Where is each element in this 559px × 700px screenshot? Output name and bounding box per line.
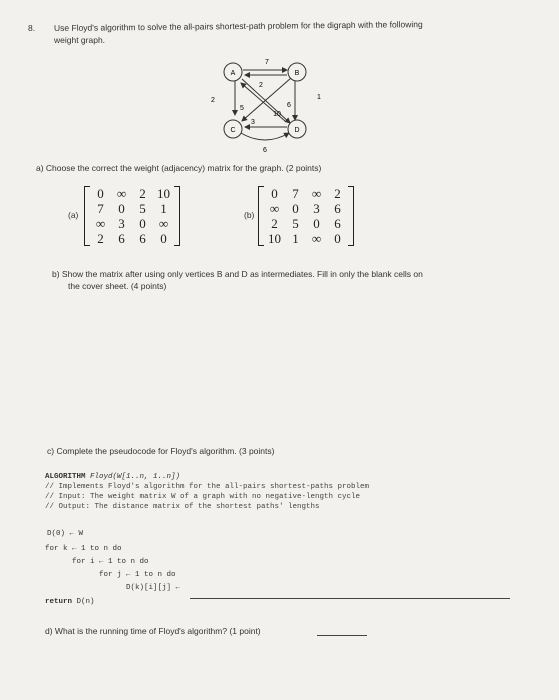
matrix-cell: 7 — [292, 186, 299, 201]
matrix-cell: 0 — [292, 201, 299, 216]
assign-line: D(k)[i][j] ← — [126, 584, 181, 592]
part-b-prompt-line2: the cover sheet. (4 points) — [68, 281, 167, 291]
part-b-prompt-line1: b) Show the matrix after using only vertices B and D as intermediates. Fill in only the blank cells on — [52, 269, 423, 279]
comment-implements: // Implements Floyd's algorithm for the all-pairs shortest-paths problem — [45, 483, 370, 491]
matrix-cell: 5 — [139, 201, 146, 216]
edge-b-c — [242, 78, 291, 121]
comment-input: // Input: The weight matrix W of a graph with no negative-length cycle — [45, 493, 361, 501]
matrix-cell: ∞ — [269, 201, 280, 216]
question-prompt-line2: weight graph. — [54, 35, 106, 45]
option-a-label: (a) — [68, 210, 79, 220]
matrix-cell: 2 — [271, 216, 278, 231]
question-prompt-line1: Use Floyd's algorithm to solve the all-pairs shortest-path problem for the digraph with the following — [53, 19, 423, 33]
node-label: B — [294, 70, 300, 77]
matrix-cell: 10 — [157, 186, 170, 201]
edge-weight: 7 — [265, 59, 269, 66]
edge-weight: 3 — [251, 119, 255, 126]
matrix-cell: 3 — [313, 201, 320, 216]
weighted-digraph — [195, 55, 335, 155]
matrix-cell: ∞ — [95, 216, 106, 231]
matrix-cell: 5 — [292, 216, 299, 231]
running-time-answer-blank[interactable] — [317, 635, 367, 636]
matrix-cell: ∞ — [311, 231, 322, 246]
matrix-cell: 3 — [118, 216, 125, 231]
edge-weight: 6 — [263, 147, 267, 154]
edge-c-d — [241, 133, 289, 140]
matrix-cell: 6 — [139, 231, 146, 246]
matrix-cell: 2 — [139, 186, 146, 201]
algorithm-header — [45, 473, 180, 481]
return-line — [45, 598, 95, 606]
edge-weight: 5 — [240, 105, 244, 112]
matrix-cell: 1 — [292, 231, 299, 246]
matrix-cell: 6 — [118, 231, 125, 246]
edge-weight: 1 — [317, 94, 321, 101]
matrix-option-b — [258, 186, 354, 246]
matrix-cell: 2 — [334, 186, 341, 201]
node-label: D — [294, 127, 300, 134]
algorithm-keyword: ALGORITHM — [45, 473, 86, 481]
part-d-prompt: d) What is the running time of Floyd's algorithm? (1 point) — [45, 626, 261, 636]
algorithm-signature: Floyd(W[1..n, 1..n]) — [90, 473, 181, 481]
part-c-prompt: c) Complete the pseudocode for Floyd's algorithm. (3 points) — [47, 446, 275, 456]
matrix-cell: 6 — [334, 201, 341, 216]
pseudocode-answer-blank[interactable] — [190, 598, 510, 599]
matrix-cell: 0 — [334, 231, 341, 246]
loop-k: for k ← 1 to n do — [45, 545, 122, 553]
matrix-cell: 6 — [334, 216, 341, 231]
matrix-cell: 7 — [97, 201, 104, 216]
matrix-cell: 1 — [160, 201, 167, 216]
return-value: D(n) — [76, 598, 95, 606]
init-line: D(0) ← W — [47, 530, 84, 538]
matrix-cell: 0 — [118, 201, 125, 216]
matrix-cell: 0 — [160, 231, 167, 246]
matrix-cell: ∞ — [311, 186, 322, 201]
matrix-cell: 10 — [268, 231, 281, 246]
loop-j: for j ← 1 to n do — [99, 571, 176, 579]
matrix-cell: 0 — [139, 216, 146, 231]
edge-weight: 2 — [211, 97, 215, 104]
matrix-cell: ∞ — [116, 186, 127, 201]
matrix-cell: 0 — [313, 216, 320, 231]
matrix-cell: 0 — [271, 186, 278, 201]
return-keyword: return — [45, 598, 73, 606]
matrix-cell: ∞ — [158, 216, 169, 231]
part-a-prompt: a) Choose the correct the weight (adjacency) matrix for the graph. (2 points) — [36, 163, 322, 173]
edge-weight: 6 — [287, 102, 291, 109]
matrix-option-a — [84, 186, 180, 246]
matrix-cell: 2 — [97, 231, 104, 246]
question-number: 8. — [28, 23, 36, 33]
loop-i: for i ← 1 to n do — [72, 558, 149, 566]
node-label: A — [230, 70, 236, 77]
edge-weight: 10 — [273, 111, 281, 118]
comment-output: // Output: The distance matrix of the shortest paths' lengths — [45, 503, 320, 511]
edge-weight: 2 — [259, 82, 263, 89]
matrix-cell: 0 — [97, 186, 104, 201]
node-label: C — [230, 127, 236, 134]
option-b-label: (b) — [244, 210, 255, 220]
